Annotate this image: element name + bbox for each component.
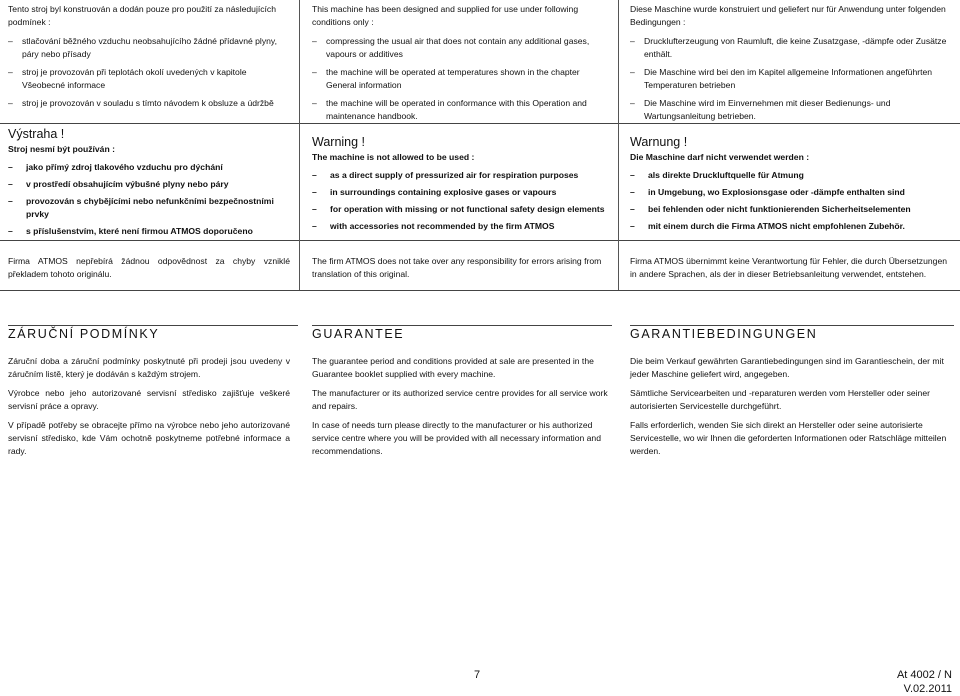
conditions-intro-en: This machine has been designed and supplied for use under following conditions only : <box>312 4 579 27</box>
warning-item: – provozován s chybějícími nebo nefunkčními bezpečnostními prvky <box>8 195 290 221</box>
section-title-de: GARANTIEBEDINGUNGEN <box>630 327 818 341</box>
condition-item: – Die Maschine wird bei den im Kapitel allgemeine Informationen angeführten Temperaturen betrieben <box>630 66 952 92</box>
conditions-list-de <box>630 35 952 123</box>
guarantee-paragraph: Výrobce nebo jeho autorizované servisní středisko zajišťuje veškeré servisní práce a opravy. <box>8 388 290 411</box>
guarantee-block-de <box>630 355 952 464</box>
guarantee-block-cz <box>8 355 290 464</box>
condition-item: – stroj je provozován v souladu s tímto návodem k obsluze a údržbě <box>8 97 290 110</box>
condition-item: – stroj je provozován při teplotách okolí uvedených v kapitole Všeobecné informace <box>8 66 290 92</box>
section-header-rule-cz <box>8 325 298 326</box>
liability-note-de <box>630 255 952 281</box>
warning-intro-cz: Stroj nesmí být používán : <box>8 144 115 154</box>
conditions-block-de <box>630 3 952 128</box>
conditions-intro-de: Diese Maschine wurde konstruiert und geliefert nur für Anwendung unter folgenden Bedingungen : <box>630 4 946 27</box>
column-divider-1 <box>299 0 300 290</box>
guarantee-paragraph: Sämtliche Servicearbeiten und -reparaturen werden vom Hersteller oder seiner autorisierten Servicestelle durchgeführt. <box>630 388 930 411</box>
liability-note-cz <box>8 255 290 281</box>
section-bottom-rule <box>0 290 960 291</box>
warning-top-rule-cz <box>0 123 299 124</box>
warning-title-cz: Výstraha ! <box>8 127 65 141</box>
warning-block-cz <box>8 128 290 242</box>
guarantee-paragraph: The manufacturer or its authorized service centre provides for all service work and repairs. <box>312 388 608 411</box>
guarantee-paragraph: The guarantee period and conditions provided at sale are presented in the Guarantee booklet supplied with every machine. <box>312 356 594 379</box>
warning-item: – in Umgebung, wo Explosionsgase oder -dämpfe enthalten sind <box>630 186 952 199</box>
warning-block-de <box>630 136 952 237</box>
guarantee-paragraph: V případě potřeby se obracejte přímo na výrobce nebo jeho autorizované servisní středisko, kde Vám ochotně poskytneme potřebné informace a rady. <box>8 420 290 456</box>
warning-item: – bei fehlenden oder nicht funktionierenden Sicherheitselementen <box>630 203 952 216</box>
condition-item: – stlačování běžného vzduchu neobsahujícího žádné přídavné plyny, páry nebo přísady <box>8 35 290 61</box>
warning-item: – in surroundings containing explosive gases or vapours <box>312 186 608 199</box>
warning-block-en <box>312 136 608 237</box>
guarantee-block-en <box>312 355 608 464</box>
warning-list-en <box>312 169 608 233</box>
warning-item: – v prostředí obsahujícím výbušné plyny nebo páry <box>8 178 290 191</box>
warning-intro-en: The machine is not allowed to be used : <box>312 152 475 162</box>
conditions-list-en <box>312 35 608 123</box>
liability-text-de: Firma ATMOS übernimmt keine Verantwortung für Fehler, die durch Übersetzungen in andere Sprachen, als der in dieser Betriebsanleitung verwendet, entstehen. <box>630 256 947 279</box>
guarantee-paragraph: Falls erforderlich, wenden Sie sich direkt an Hersteller oder seine autorisierte Servicestelle, wo wir Ihnen die geforderten Informationen oder Ratschläge mitteilen werden. <box>630 420 947 456</box>
warning-list-de <box>630 169 952 233</box>
liability-text-cz: Firma ATMOS nepřebírá žádnou odpovědnost za chyby vzniklé překladem tohoto originálu. <box>8 256 290 279</box>
warning-item: – for operation with missing or not functional safety design elements <box>312 203 608 216</box>
warning-item: – als direkte Druckluftquelle für Atmung <box>630 169 952 182</box>
section-title-en: GUARANTEE <box>312 327 405 341</box>
warning-item: – jako přímý zdroj tlakového vzduchu pro dýchání <box>8 161 290 174</box>
conditions-list-cz <box>8 35 290 110</box>
warning-item: – as a direct supply of pressurized air for respiration purposes <box>312 169 608 182</box>
warning-item: – with accessories not recommended by the firm ATMOS <box>312 220 608 233</box>
page-number: 7 <box>474 669 481 681</box>
condition-item: – compressing the usual air that does not contain any additional gases, vapours or additives <box>312 35 608 61</box>
conditions-block-en <box>312 3 608 128</box>
guarantee-paragraph: Die beim Verkauf gewährten Garantiebedingungen sind im Garantieschein, der mit jeder Maschine geliefert wird, angegeben. <box>630 356 944 379</box>
document-version: V.02.2011 <box>903 683 952 695</box>
document-code: At 4002 / N <box>896 669 952 681</box>
warning-bottom-rule-de <box>619 240 960 241</box>
warning-item: – s příslušenstvím, které není firmou ATMOS doporučeno <box>8 225 290 238</box>
warning-item: – mit einem durch die Firma ATMOS nicht empfohlenen Zubehör. <box>630 220 952 233</box>
conditions-block-cz <box>8 3 290 115</box>
section-header-rule-de <box>630 325 954 326</box>
liability-note-en <box>312 255 608 281</box>
guarantee-paragraph: In case of needs turn please directly to the manufacturer or his authorized service centre where you will be provided with all necessary information and recommendations. <box>312 420 601 456</box>
section-title-cz: ZÁRUČNÍ PODMÍNKY <box>8 327 160 341</box>
condition-item: – the machine will be operated in conformance with this Operation and maintenance handbook. <box>312 97 608 123</box>
condition-item: – Drucklufterzeugung von Raumluft, die keine Zusatzgase, -dämpfe oder Zusätze enthält. <box>630 35 952 61</box>
condition-item: – the machine will be operated at temperatures shown in the chapter General information <box>312 66 608 92</box>
column-divider-2 <box>618 0 619 290</box>
liability-text-en: The firm ATMOS does not take over any responsibility for errors arising from translation of this original. <box>312 256 602 279</box>
guarantee-paragraph: Záruční doba a záruční podmínky poskytnuté při prodeji jsou uvedeny v záručním listě, který je dodáván s každým strojem. <box>8 356 290 379</box>
warning-title-en: Warning ! <box>312 135 366 149</box>
warning-list-cz <box>8 161 290 238</box>
section-header-rule-en <box>312 325 612 326</box>
conditions-intro-cz: Tento stroj byl konstruován a dodán pouze pro použití za následujících podmínek : <box>8 4 277 27</box>
condition-item: – Die Maschine wird im Einvernehmen mit dieser Bedienungs- und Wartungsanleitung betrieben. <box>630 97 952 123</box>
warning-bottom-rule-en <box>300 240 618 241</box>
warning-title-de: Warnung ! <box>630 135 688 149</box>
warning-intro-de: Die Maschine darf nicht verwendet werden : <box>630 152 810 162</box>
